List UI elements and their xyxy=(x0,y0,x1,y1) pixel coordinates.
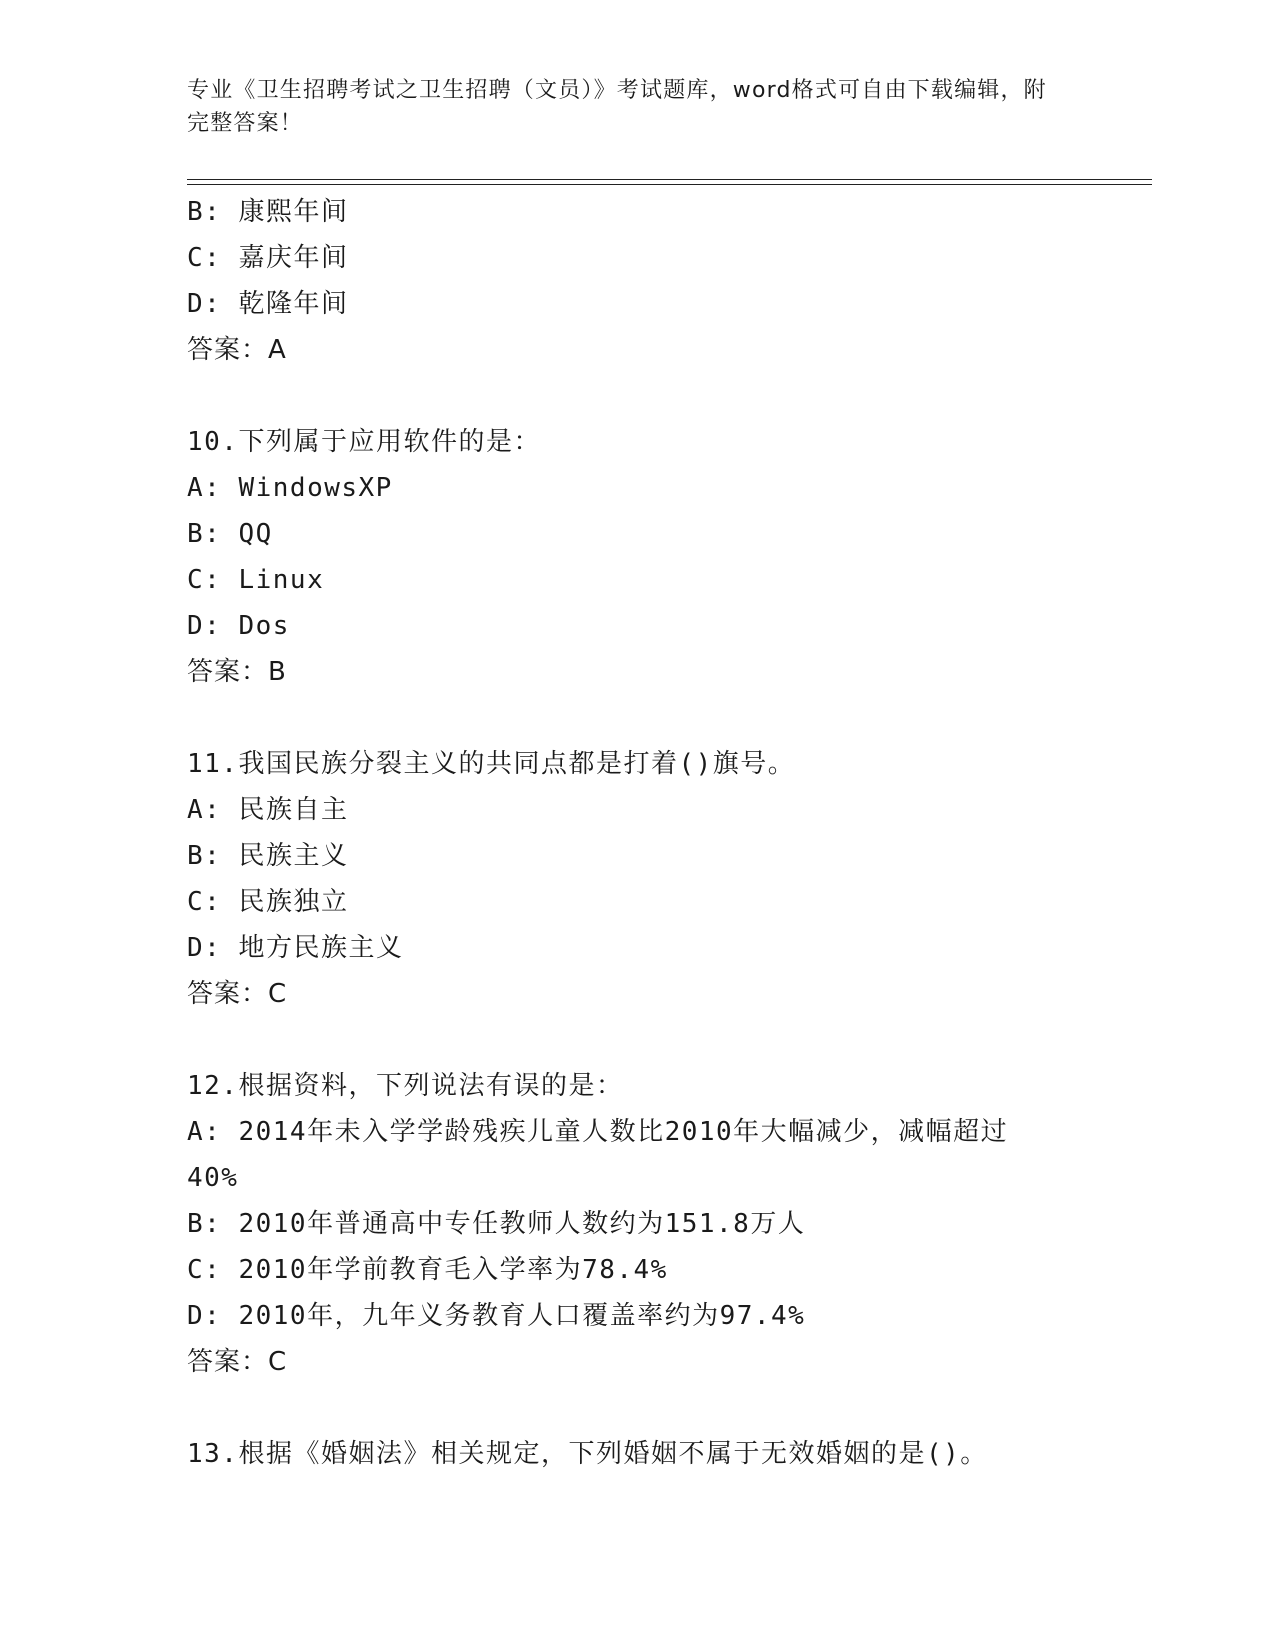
option-a: A: 2014年未入学学龄残疾儿童人数比2010年大幅减少，减幅超过40% xyxy=(187,1117,1009,1193)
spacer xyxy=(187,695,1087,741)
question-stem: 10.下列属于应用软件的是： xyxy=(187,427,541,457)
question-stem: 11.我国民族分裂主义的共同点都是打着()旗号。 xyxy=(187,749,796,779)
question-10 xyxy=(187,419,1087,695)
option-d: D: 乾隆年间 xyxy=(187,289,349,319)
header-divider-top xyxy=(187,179,1152,180)
question-stem: 13.根据《婚姻法》相关规定，下列婚姻不属于无效婚姻的是()。 xyxy=(187,1439,988,1469)
answer-line: 答案：B xyxy=(187,657,287,687)
option-d: D: 地方民族主义 xyxy=(187,933,404,963)
spacer xyxy=(187,1017,1087,1063)
question-11 xyxy=(187,741,1087,1017)
option-c: C: 2010年学前教育毛入学率为78.4% xyxy=(187,1255,668,1285)
option-c: C: 嘉庆年间 xyxy=(187,243,349,273)
question-13 xyxy=(187,1431,1087,1477)
option-b: B: QQ xyxy=(187,519,273,549)
option-a: A: WindowsXP xyxy=(187,473,393,503)
header-divider-bottom xyxy=(187,184,1152,185)
question-list xyxy=(187,189,1087,1477)
question-stem: 12.根据资料，下列说法有误的是： xyxy=(187,1071,624,1101)
option-b: B: 康熙年间 xyxy=(187,197,349,227)
page-header: 专业《卫生招聘考试之卫生招聘（文员）》考试题库，word格式可自由下载编辑，附完整答案！ xyxy=(187,78,1047,136)
option-b: B: 民族主义 xyxy=(187,841,349,871)
option-c: C: 民族独立 xyxy=(187,887,349,917)
spacer xyxy=(187,1385,1087,1431)
question-9-continued xyxy=(187,189,1087,373)
answer-line: 答案：C xyxy=(187,979,288,1009)
option-b: B: 2010年普通高中专任教师人数约为151.8万人 xyxy=(187,1209,806,1239)
option-a: A: 民族自主 xyxy=(187,795,349,825)
question-12 xyxy=(187,1063,1087,1385)
option-d: D: Dos xyxy=(187,611,290,641)
option-d: D: 2010年，九年义务教育人口覆盖率约为97.4% xyxy=(187,1301,806,1331)
option-c: C: Linux xyxy=(187,565,325,595)
answer-line: 答案：C xyxy=(187,1347,288,1377)
answer-line: 答案：A xyxy=(187,335,287,365)
spacer xyxy=(187,373,1087,419)
